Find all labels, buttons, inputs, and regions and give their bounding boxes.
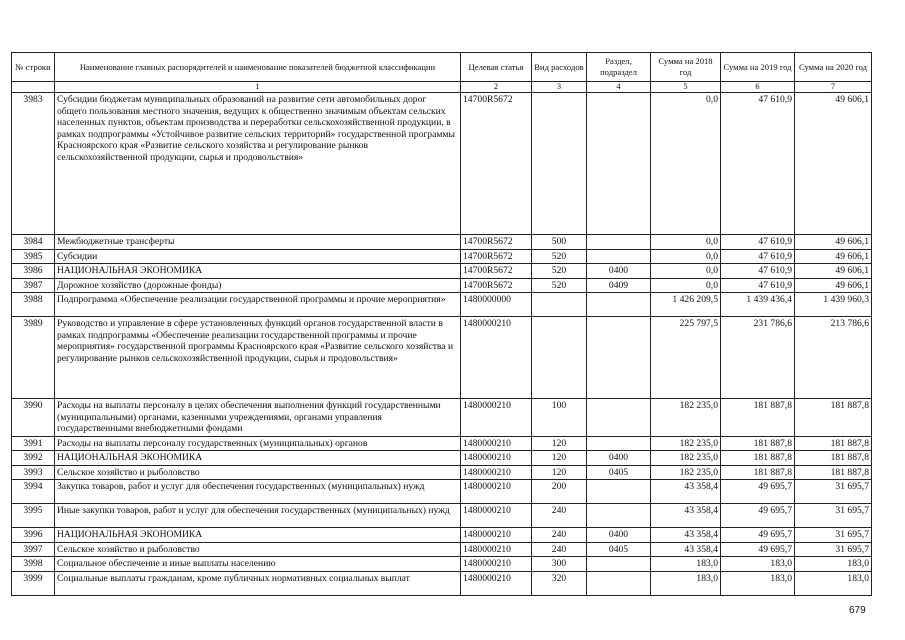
row-expense-type: 240 (532, 542, 587, 557)
row-sum-2018: 183,0 (651, 571, 721, 595)
row-sum-2018: 0,0 (651, 249, 721, 264)
row-expense-type: 240 (532, 504, 587, 528)
row-expense-type (532, 93, 587, 235)
row-sum-2019: 49 695,7 (721, 528, 795, 543)
table-row (12, 235, 872, 250)
row-sum-2020: 31 695,7 (795, 480, 872, 504)
header-expense-type: Вид расходов (532, 53, 587, 82)
row-sum-2020: 31 695,7 (795, 504, 872, 528)
header-name: Наименование главных распорядителей и наименование показателей бюджетной классификации (55, 53, 461, 82)
row-number: 3996 (12, 528, 55, 543)
row-name: Дорожное хозяйство (дорожные фонды) (55, 278, 461, 293)
row-name: Руководство и управление в сфере установленных функций органов государственной власти в рамках подпрограммы «Обеспечение реализации государственной программы и прочие мероприятия» государственной программы Красноярского края «Развитие сельского хозяйства и регулирование рынков сельскохозяйственной продукции, сырья и продовольствия» (55, 317, 461, 399)
row-target-article: 1480000210 (461, 571, 532, 595)
row-sum-2019: 49 695,7 (721, 504, 795, 528)
table-row (12, 465, 872, 480)
row-sum-2019: 47 610,9 (721, 249, 795, 264)
row-sum-2019: 181 887,8 (721, 436, 795, 451)
row-number: 3989 (12, 317, 55, 399)
row-section (587, 557, 651, 572)
table-body (12, 93, 872, 596)
row-number: 3987 (12, 278, 55, 293)
row-section (587, 399, 651, 437)
row-sum-2019: 183,0 (721, 571, 795, 595)
row-name: НАЦИОНАЛЬНАЯ ЭКОНОМИКА (55, 264, 461, 279)
row-sum-2019: 183,0 (721, 557, 795, 572)
row-sum-2019: 1 439 436,4 (721, 293, 795, 317)
header-target-article: Целевая статья (461, 53, 532, 82)
row-sum-2018: 0,0 (651, 278, 721, 293)
column-number: 5 (651, 82, 721, 93)
row-number: 3988 (12, 293, 55, 317)
row-expense-type: 100 (532, 399, 587, 437)
row-number: 3983 (12, 93, 55, 235)
row-number: 3991 (12, 436, 55, 451)
row-sum-2018: 0,0 (651, 93, 721, 235)
row-expense-type: 320 (532, 571, 587, 595)
row-sum-2020: 181 887,8 (795, 399, 872, 437)
row-sum-2020: 1 439 960,3 (795, 293, 872, 317)
row-number: 3986 (12, 264, 55, 279)
row-sum-2018: 43 358,4 (651, 480, 721, 504)
header-sum-2018: Сумма на 2018 год (651, 53, 721, 82)
row-name: Социальное обеспечение и иные выплаты населению (55, 557, 461, 572)
row-sum-2020: 31 695,7 (795, 542, 872, 557)
row-target-article: 1480000210 (461, 451, 532, 466)
column-number: 6 (721, 82, 795, 93)
row-sum-2018: 182 235,0 (651, 436, 721, 451)
row-name: Подпрограмма «Обеспечение реализации государственной программы и прочие мероприятия» (55, 293, 461, 317)
row-sum-2020: 213 786,6 (795, 317, 872, 399)
row-sum-2018: 225 797,5 (651, 317, 721, 399)
budget-table (11, 52, 872, 596)
row-target-article: 1480000210 (461, 528, 532, 543)
row-number: 3984 (12, 235, 55, 250)
row-target-article: 1480000210 (461, 504, 532, 528)
row-sum-2020: 49 606,1 (795, 249, 872, 264)
row-target-article: 1480000210 (461, 480, 532, 504)
row-sum-2018: 182 235,0 (651, 451, 721, 466)
row-target-article: 14700R5672 (461, 278, 532, 293)
row-section: 0405 (587, 542, 651, 557)
row-name: Расходы на выплаты персоналу государственных (муниципальных) органов (55, 436, 461, 451)
row-sum-2020: 49 606,1 (795, 235, 872, 250)
row-name: Социальные выплаты гражданам, кроме публичных нормативных социальных выплат (55, 571, 461, 595)
row-sum-2019: 47 610,9 (721, 264, 795, 279)
row-target-article: 14700R5672 (461, 235, 532, 250)
table-row (12, 399, 872, 437)
row-name: Межбюджетные трансферты (55, 235, 461, 250)
row-number: 3994 (12, 480, 55, 504)
row-sum-2018: 0,0 (651, 264, 721, 279)
row-sum-2020: 183,0 (795, 557, 872, 572)
row-expense-type: 520 (532, 278, 587, 293)
row-sum-2020: 49 606,1 (795, 278, 872, 293)
row-sum-2020: 49 606,1 (795, 264, 872, 279)
row-target-article: 14700R5672 (461, 93, 532, 235)
row-target-article: 1480000210 (461, 465, 532, 480)
table-row (12, 557, 872, 572)
table-row (12, 480, 872, 504)
row-name: НАЦИОНАЛЬНАЯ ЭКОНОМИКА (55, 451, 461, 466)
row-sum-2020: 49 606,1 (795, 93, 872, 235)
row-target-article: 1480000210 (461, 557, 532, 572)
row-sum-2019: 49 695,7 (721, 542, 795, 557)
row-target-article: 1480000210 (461, 436, 532, 451)
row-section (587, 93, 651, 235)
row-expense-type: 520 (532, 264, 587, 279)
table-row (12, 293, 872, 317)
row-sum-2018: 43 358,4 (651, 542, 721, 557)
row-section: 0400 (587, 264, 651, 279)
column-number: 2 (461, 82, 532, 93)
row-sum-2019: 181 887,8 (721, 465, 795, 480)
row-expense-type (532, 293, 587, 317)
row-target-article: 14700R5672 (461, 264, 532, 279)
row-section: 0400 (587, 528, 651, 543)
row-name: НАЦИОНАЛЬНАЯ ЭКОНОМИКА (55, 528, 461, 543)
table-row (12, 436, 872, 451)
row-sum-2018: 182 235,0 (651, 399, 721, 437)
row-name: Субсидии бюджетам муниципальных образований на развитие сети автомобильных дорог общего пользования местного значения, ведущих к общественно значимым объектам сельских населенных пунктов, объектам производства и переработки сельскохозяйственной продукции, в рамках подпрограммы «Устойчивое развитие сельских территорий» государственной программы Красноярского края «Развитие сельского хозяйства и регулирование рынков сельскохозяйственной продукции, сырья и продовольствия» (55, 93, 461, 235)
row-sum-2018: 0,0 (651, 235, 721, 250)
row-expense-type: 500 (532, 235, 587, 250)
row-sum-2019: 231 786,6 (721, 317, 795, 399)
row-name: Субсидии (55, 249, 461, 264)
row-number: 3990 (12, 399, 55, 437)
row-sum-2018: 43 358,4 (651, 528, 721, 543)
row-sum-2019: 47 610,9 (721, 235, 795, 250)
header-row-number: № строки (12, 53, 55, 82)
header-sum-2019: Сумма на 2019 год (721, 53, 795, 82)
row-number: 3993 (12, 465, 55, 480)
row-sum-2018: 43 358,4 (651, 504, 721, 528)
row-target-article: 1480000210 (461, 542, 532, 557)
header-section: Раздел, подраздел (587, 53, 651, 82)
row-sum-2020: 183,0 (795, 571, 872, 595)
row-expense-type: 520 (532, 249, 587, 264)
row-number: 3998 (12, 557, 55, 572)
row-number: 3999 (12, 571, 55, 595)
row-expense-type (532, 317, 587, 399)
row-name: Расходы на выплаты персоналу в целях обеспечения выполнения функций государственными (муниципальными) органами, казенными учреждениями, органами управления государственными внебюджетными фондами (55, 399, 461, 437)
row-expense-type: 300 (532, 557, 587, 572)
row-section (587, 571, 651, 595)
row-sum-2019: 181 887,8 (721, 451, 795, 466)
table-row (12, 542, 872, 557)
table-row (12, 451, 872, 466)
row-section: 0400 (587, 451, 651, 466)
row-section (587, 480, 651, 504)
row-sum-2019: 47 610,9 (721, 93, 795, 235)
row-section (587, 249, 651, 264)
row-sum-2019: 181 887,8 (721, 399, 795, 437)
row-sum-2019: 49 695,7 (721, 480, 795, 504)
column-number: 7 (795, 82, 872, 93)
row-sum-2018: 183,0 (651, 557, 721, 572)
row-target-article: 14700R5672 (461, 249, 532, 264)
row-expense-type: 200 (532, 480, 587, 504)
row-sum-2018: 1 426 209,5 (651, 293, 721, 317)
column-number: 4 (587, 82, 651, 93)
row-section (587, 293, 651, 317)
table-row (12, 528, 872, 543)
row-sum-2020: 181 887,8 (795, 436, 872, 451)
row-expense-type: 240 (532, 528, 587, 543)
table-row (12, 93, 872, 235)
table-row (12, 249, 872, 264)
table-row (12, 317, 872, 399)
row-target-article: 1480000000 (461, 293, 532, 317)
row-sum-2018: 182 235,0 (651, 465, 721, 480)
row-section: 0405 (587, 465, 651, 480)
row-number: 3992 (12, 451, 55, 466)
row-sum-2020: 31 695,7 (795, 528, 872, 543)
row-section (587, 235, 651, 250)
row-name: Закупка товаров, работ и услуг для обеспечения государственных (муниципальных) нужд (55, 480, 461, 504)
row-section (587, 436, 651, 451)
row-sum-2020: 181 887,8 (795, 451, 872, 466)
row-section (587, 317, 651, 399)
table-row (12, 278, 872, 293)
column-number-row (12, 82, 872, 93)
row-number: 3985 (12, 249, 55, 264)
row-expense-type: 120 (532, 436, 587, 451)
header-sum-2020: Сумма на 2020 год (795, 53, 872, 82)
page-number: 679 (849, 605, 866, 616)
table-row (12, 571, 872, 595)
row-target-article: 1480000210 (461, 317, 532, 399)
row-target-article: 1480000210 (461, 399, 532, 437)
row-number: 3995 (12, 504, 55, 528)
column-number (12, 82, 55, 93)
row-name: Сельское хозяйство и рыболовство (55, 542, 461, 557)
row-name: Сельское хозяйство и рыболовство (55, 465, 461, 480)
row-sum-2020: 181 887,8 (795, 465, 872, 480)
row-name: Иные закупки товаров, работ и услуг для обеспечения государственных (муниципальных) нужд (55, 504, 461, 528)
row-expense-type: 120 (532, 465, 587, 480)
row-sum-2019: 47 610,9 (721, 278, 795, 293)
row-number: 3997 (12, 542, 55, 557)
row-section (587, 504, 651, 528)
table-row (12, 504, 872, 528)
table-header-row (12, 53, 872, 82)
row-section: 0409 (587, 278, 651, 293)
row-expense-type: 120 (532, 451, 587, 466)
column-number: 3 (532, 82, 587, 93)
column-number: 1 (55, 82, 461, 93)
table-row (12, 264, 872, 279)
